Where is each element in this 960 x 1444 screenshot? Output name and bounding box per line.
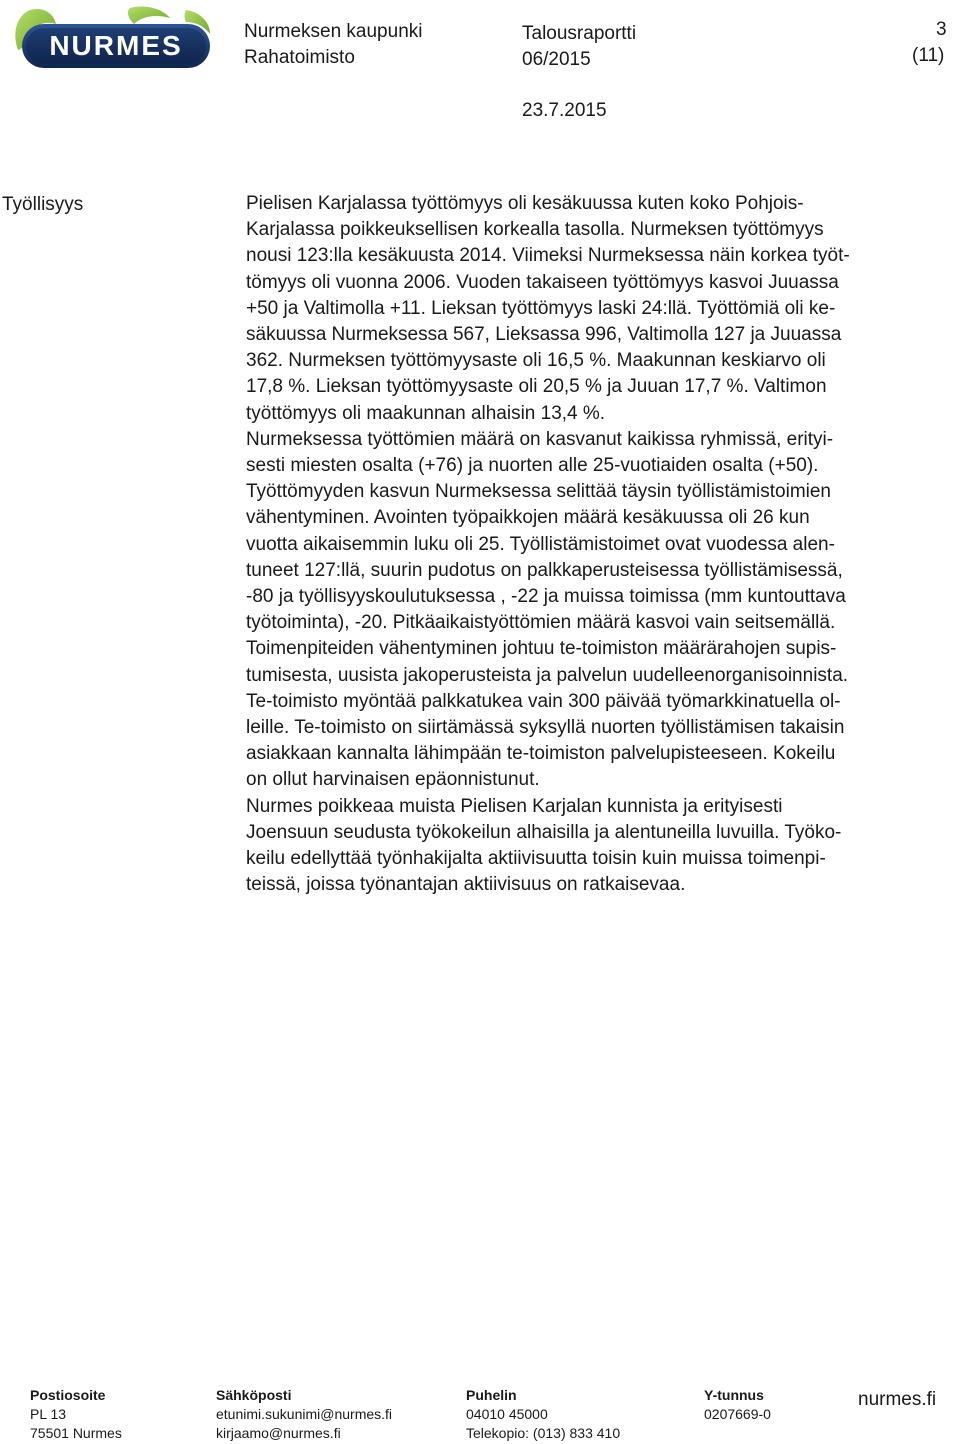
body-line: -80 ja työllisyyskoulutuksessa , -22 ja muissa toimissa (mm kuntouttava [246,586,846,608]
nurmes-logo [10,4,216,72]
report-title: Talousraportti [522,23,637,44]
footer-phone [466,1386,620,1443]
body-line: asiakkaan kannalta lähimpään te-toimiston palvelupisteeseen. Kokeilu [246,743,836,765]
body-line: teissä, joissa työnantajan aktiivisuus on ratkaisevaa. [246,874,686,896]
body-line: leille. Te-toimisto on siirtämässä syksyllä nuorten työllistämisen takaisin [246,717,845,739]
body-line: Joensuun seudusta työkokeilun alhaisilla ja alentuneilla luvuilla. Työko- [246,821,842,843]
page-number: 3 [936,19,947,40]
body-line: Nurmes poikkeaa muista Pielisen Karjalan kunnista ja erityisesti [246,795,783,817]
org-name: Nurmeksen kaupunki [244,21,423,42]
footer-email-line2[interactable]: kirjaamo@nurmes.fi [216,1425,341,1441]
body-line: vähentyminen. Avointen työpaikkojen määrä kesäkuussa oli 26 kun [246,507,810,529]
footer-postal-heading: Postiosoite [30,1387,106,1403]
body-line: Työttömyyden kasvun Nurmeksessa selittää täysin työllistämistoimien [246,481,832,503]
footer-postal-line2: 75501 Nurmes [30,1425,122,1441]
section-heading: Työllisyys [2,194,84,215]
report-period: 06/2015 [522,49,591,70]
body-line: vuotta aikaisemmin luku oli 25. Työllistämistoimet ovat vuodessa alen- [246,533,835,555]
body-line: Toimenpiteiden vähentyminen johtuu te-toimiston määrärahojen supis- [246,638,837,660]
footer-email [216,1386,392,1443]
logo-text: NURMES [49,30,183,61]
footer-phone-heading: Puhelin [466,1387,517,1403]
footer-postal-line1: PL 13 [30,1406,67,1422]
body-line: tuneet 127:llä, suurin pudotus on palkkaperusteisessa työllistämisessä, [246,559,843,581]
footer-business-id-heading: Y-tunnus [704,1387,764,1403]
footer-phone-line2: Telekopio: (013) 833 410 [466,1425,621,1441]
body-line: tömyys oli vuonna 2006. Vuoden takaiseen työttömyys kasvoi Juuassa [246,271,839,293]
body-line: työtoiminta), -20. Pitkäaikaistyöttömien määrä kasvoi vain seitsemällä. [246,612,836,634]
footer-email-line1[interactable]: etunimi.sukunimi@nurmes.fi [216,1406,393,1422]
footer-business-id [704,1386,771,1424]
body-line: 17,8 %. Lieksan työttömyysaste oli 20,5 % ja Juuan 17,7 %. Valtimon [246,376,827,398]
body-line: 362. Nurmeksen työttömyysaste oli 16,5 %. Maakunnan keskiarvo oli [246,350,826,372]
body-line: +50 ja Valtimolla +11. Lieksan työttömyys laski 24:llä. Työttömiä oli ke- [246,297,836,319]
nurmes-logo-graphic [10,4,216,72]
footer-website-link[interactable]: nurmes.fi [858,1389,937,1410]
body-line: on ollut harvinaisen epäonnistunut. [246,769,540,791]
body-line: Te-toimisto myöntää palkkatukea vain 300 päivää työmarkkinatuella ol- [246,690,841,712]
page-total: (11) [912,45,945,66]
department: Rahatoimisto [244,47,355,68]
footer-postal [30,1386,122,1443]
section-body [246,191,958,898]
body-line: tumisesta, uusista jakoperusteista ja palvelun uudelleenorganisoinnista. [246,664,849,686]
footer-phone-line1: 04010 45000 [466,1406,548,1422]
body-line: Nurmeksessa työttömien määrä on kasvanut kaikissa ryhmissä, erityi- [246,428,834,450]
body-line: Karjalassa poikkeuksellisen korkealla tasolla. Nurmeksen työttömyys [246,219,824,241]
report-date: 23.7.2015 [522,100,607,121]
body-line: säkuussa Nurmeksessa 567, Lieksassa 996, Valtimolla 127 ja Juuassa [246,324,842,346]
body-line: nousi 123:lla kesäkuusta 2014. Viimeksi Nurmeksessa näin korkea työt- [246,245,850,267]
body-line: keilu edellyttää työnhakijalta aktiivisuutta toisin kuin muissa toimenpi- [246,848,826,870]
footer-email-heading: Sähköposti [216,1387,292,1403]
body-line: Pielisen Karjalassa työttömyys oli kesäkuussa kuten koko Pohjois- [246,193,804,214]
body-line: työttömyys oli maakunnan alhaisin 13,4 %. [246,402,606,424]
body-line: sesti miesten osalta (+76) ja nuorten alle 25-vuotiaiden osalta (+50). [246,455,819,477]
footer-business-id-value: 0207669-0 [704,1406,771,1422]
